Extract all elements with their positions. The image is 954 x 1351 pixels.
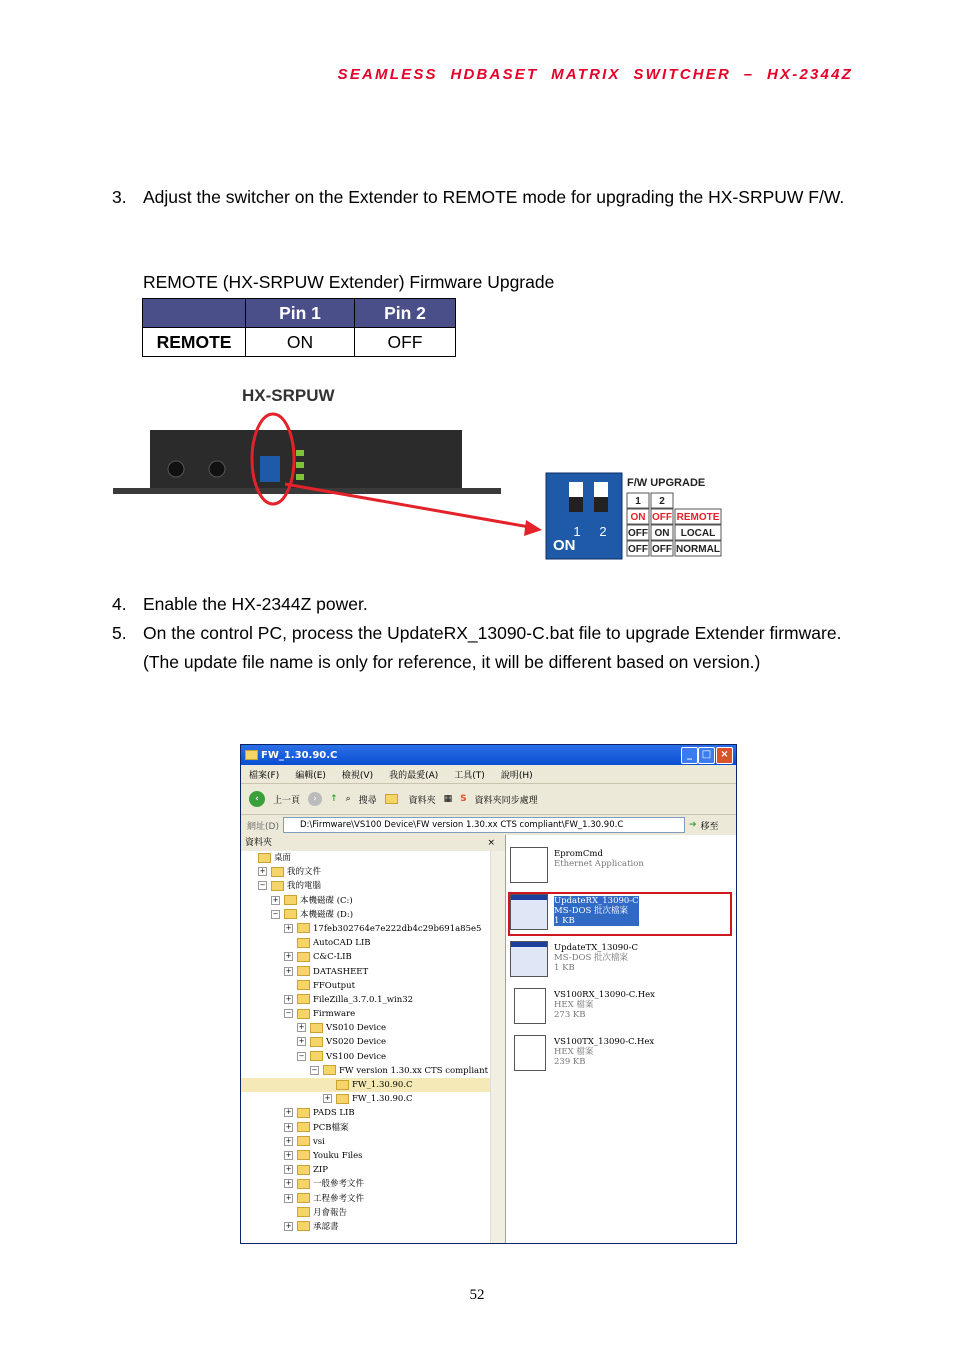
- tree-item-label: VS020 Device: [326, 1037, 387, 1048]
- folder-icon: [336, 1094, 349, 1104]
- file-size: 273 KB: [554, 1010, 586, 1020]
- tree-item[interactable]: [241, 1021, 505, 1035]
- expand-toggle-icon[interactable]: +: [285, 952, 292, 961]
- device-figure: [110, 380, 730, 565]
- batch-file-icon: [510, 894, 548, 930]
- table-header-pin2: Pin 2: [355, 299, 456, 328]
- tree-item[interactable]: [241, 1163, 505, 1177]
- spacer: [284, 981, 293, 990]
- hex-file-icon: [514, 988, 546, 1024]
- fw-cell: OFF: [652, 512, 672, 523]
- expand-toggle-icon[interactable]: +: [285, 1136, 292, 1145]
- file-size: 1 KB: [554, 963, 575, 973]
- application-icon: [510, 847, 548, 883]
- tree-item-label: FW version 1.30.xx CTS compliant: [339, 1065, 488, 1076]
- tree-item[interactable]: [241, 1135, 505, 1149]
- tree-item-label: FW_1.30.90.C: [352, 1094, 413, 1105]
- tree-item[interactable]: [241, 1192, 505, 1206]
- table-header-blank: [143, 299, 246, 328]
- hex-file-icon: [514, 1035, 546, 1071]
- tree-scrollbar[interactable]: [490, 851, 505, 1243]
- folder-icon: [271, 867, 284, 877]
- explorer-window: [240, 744, 737, 1244]
- tree-item-label: FFOutput: [313, 980, 355, 991]
- step-number: 4.: [112, 594, 127, 614]
- menu-favorites[interactable]: 我的最愛(A): [389, 770, 439, 781]
- back-icon[interactable]: ‹: [249, 791, 265, 807]
- tree-item[interactable]: [241, 865, 505, 879]
- fw-upgrade-grid: [627, 493, 721, 556]
- tree-item[interactable]: [241, 950, 505, 964]
- tree-item-label: 17feb302764e7e222db4c29b691a85e5: [313, 923, 482, 934]
- sync-icon[interactable]: S: [460, 794, 467, 804]
- folder-icon: [297, 966, 310, 976]
- tree-item-label: C&C-LIB: [313, 952, 352, 963]
- fw-cell: LOCAL: [680, 528, 716, 539]
- folder-icon: [297, 1122, 310, 1132]
- folder-icon: [284, 895, 297, 905]
- folders-button-label[interactable]: 資料夾: [408, 795, 436, 806]
- step-text: Enable the HX-2344Z power.: [143, 594, 368, 614]
- folder-icon: [284, 909, 297, 919]
- search-button-label[interactable]: 搜尋: [358, 795, 377, 806]
- folder-tree-header: [241, 835, 505, 851]
- fw-cell: OFF: [652, 544, 672, 555]
- tree-item[interactable]: [241, 1050, 505, 1064]
- file-details: [554, 990, 655, 1020]
- tree-item[interactable]: [241, 894, 505, 908]
- file-size: 239 KB: [554, 1057, 586, 1067]
- tree-item-label: DATASHEET: [313, 966, 369, 977]
- file-type: HEX 檔案: [554, 1000, 594, 1010]
- tree-item[interactable]: [241, 879, 505, 893]
- tree-item-label: ZIP: [313, 1165, 328, 1176]
- folders-icon[interactable]: [385, 794, 398, 804]
- table-row-label: REMOTE: [143, 328, 246, 357]
- tree-item-label: VS010 Device: [326, 1023, 387, 1034]
- minimize-icon[interactable]: _: [681, 747, 698, 764]
- tree-item-label: 本機磁碟 (D:): [300, 909, 354, 920]
- window-title: FW_1.30.90.C: [261, 749, 338, 761]
- dip-switch-small: [260, 456, 280, 482]
- file-item[interactable]: [510, 988, 730, 1028]
- fw-cell: OFF: [628, 544, 648, 555]
- folder-icon: [297, 1009, 310, 1019]
- port-2: [209, 461, 225, 477]
- expand-toggle-icon[interactable]: +: [285, 966, 292, 975]
- fw-col-header: 2: [659, 496, 665, 507]
- led-2: [296, 462, 304, 468]
- folder-tree-list: [241, 851, 505, 1234]
- folder-icon: [297, 1221, 310, 1231]
- file-name: UpdateTX_13090-C: [554, 943, 638, 953]
- folder-tree-title: 資料夾: [245, 838, 273, 848]
- folder-icon: [297, 1136, 310, 1146]
- tree-item[interactable]: [241, 851, 505, 865]
- tree-item-label: 桌面: [274, 853, 292, 863]
- tree-item[interactable]: [241, 1064, 505, 1078]
- tree-item[interactable]: [241, 979, 505, 993]
- table-caption: REMOTE (HX-SRPUW Extender) Firmware Upgrade: [143, 272, 555, 292]
- step-text: On the control PC, process the UpdateRX_13090-C.bat file to upgrade Extender firmware. (The update file name is only for reference, it will be different based on version.): [143, 623, 842, 672]
- folder-icon: [297, 952, 310, 962]
- tree-item[interactable]: [241, 1121, 505, 1135]
- expand-toggle-icon[interactable]: +: [285, 1221, 292, 1230]
- fw-cell: ON: [654, 528, 670, 539]
- go-button-label[interactable]: 移至: [700, 821, 719, 832]
- expand-toggle-icon[interactable]: +: [259, 867, 266, 876]
- expand-toggle-icon[interactable]: +: [298, 1037, 305, 1046]
- menu-bar: [241, 765, 736, 784]
- views-icon[interactable]: ▦: [443, 794, 453, 804]
- dip-setting-table: [142, 298, 456, 357]
- expand-toggle-icon[interactable]: +: [285, 1150, 292, 1159]
- file-name: VS100TX_13090-C.Hex: [554, 1037, 655, 1047]
- tree-item-label: PADS LIB: [313, 1108, 355, 1119]
- menu-help[interactable]: 說明(H): [500, 770, 533, 781]
- sync-button-label[interactable]: 資料夾同步處理: [474, 795, 538, 806]
- device-body: [150, 430, 462, 492]
- up-folder-icon[interactable]: ↑: [330, 794, 338, 804]
- expand-toggle-icon[interactable]: −: [259, 881, 266, 890]
- fw-cell: OFF: [628, 528, 648, 539]
- folder-tree: [241, 835, 506, 1243]
- dip-number-2: 2: [599, 524, 607, 539]
- tree-item-label: FW_1.30.90.C: [352, 1080, 413, 1090]
- fw-cell: ON: [630, 512, 646, 523]
- close-icon[interactable]: ×: [716, 747, 733, 764]
- led-1: [296, 450, 304, 456]
- file-item[interactable]: [510, 941, 730, 981]
- folder-icon: [310, 1037, 323, 1047]
- tree-item-label: 我的文件: [287, 867, 322, 878]
- file-name: UpdateRX_13090-C: [554, 896, 639, 906]
- address-input[interactable]: D:\Firmware\VS100 Device\FW version 1.30.xx CTS compliant\FW_1.30.90.C: [283, 817, 685, 833]
- table-header-pin1: Pin 1: [246, 299, 355, 328]
- expand-toggle-icon[interactable]: +: [285, 1122, 292, 1131]
- tree-item-label: 月會報告: [313, 1207, 348, 1218]
- expand-toggle-icon[interactable]: +: [272, 895, 279, 904]
- table-cell-pin1: ON: [246, 328, 355, 357]
- device-label: HX-SRPUW: [242, 386, 335, 405]
- tree-item[interactable]: [241, 1106, 505, 1120]
- folder-icon: [310, 1051, 323, 1061]
- fw-cell: NORMAL: [676, 544, 720, 555]
- file-type: MS-DOS 批次檔案: [554, 906, 629, 916]
- expand-toggle-icon[interactable]: −: [272, 909, 279, 918]
- step-number: 5.: [112, 623, 127, 643]
- tree-item-label: Firmware: [313, 1009, 356, 1020]
- tree-item-label: 本機磁碟 (C:): [300, 895, 353, 906]
- folder-icon: [297, 994, 310, 1004]
- file-item[interactable]: [510, 847, 730, 887]
- table-cell-pin2: OFF: [355, 328, 456, 357]
- file-details: [554, 943, 638, 973]
- folder-icon: [297, 1150, 310, 1160]
- expand-toggle-icon[interactable]: +: [285, 994, 292, 1003]
- tree-item[interactable]: [241, 1035, 505, 1049]
- file-name: EpromCmd: [554, 849, 603, 859]
- dip-knob-2: [594, 497, 608, 512]
- page-number: 52: [469, 1287, 485, 1303]
- expand-toggle-icon[interactable]: +: [285, 1179, 292, 1188]
- tree-item[interactable]: [241, 1177, 505, 1191]
- expand-toggle-icon[interactable]: −: [298, 1051, 305, 1060]
- spacer: [284, 1208, 293, 1217]
- menu-file[interactable]: 檔案(F): [249, 770, 280, 781]
- tree-item[interactable]: [241, 908, 505, 922]
- folder-icon: [297, 1108, 310, 1118]
- tree-item[interactable]: [241, 922, 505, 936]
- tree-item[interactable]: [241, 965, 505, 979]
- tree-item-label: PCB檔案: [313, 1122, 349, 1133]
- batch-file-icon: [510, 941, 548, 977]
- expand-toggle-icon[interactable]: −: [311, 1065, 318, 1074]
- search-icon[interactable]: ⌕: [345, 794, 351, 804]
- tree-item-label: vsi: [313, 1136, 325, 1147]
- file-details: [554, 1037, 654, 1067]
- file-item[interactable]: [510, 894, 730, 934]
- expand-toggle-icon[interactable]: −: [285, 1009, 292, 1018]
- folder-icon: [297, 1165, 310, 1175]
- tree-item-label: FileZilla_3.7.0.1_win32: [313, 994, 414, 1005]
- file-type: HEX 檔案: [554, 1047, 594, 1057]
- arrow-head: [524, 520, 542, 536]
- port-1: [168, 461, 184, 477]
- file-type: MS-DOS 批次檔案: [554, 953, 629, 963]
- dip-on-label: ON: [553, 537, 576, 554]
- spacer: [284, 938, 293, 947]
- file-name: VS100RX_13090-C.Hex: [554, 990, 655, 1000]
- tree-item-label: 我的電腦: [287, 881, 322, 892]
- tree-item-label: 承認書: [313, 1221, 339, 1232]
- expand-toggle-icon[interactable]: +: [324, 1094, 331, 1103]
- folder-icon: [310, 1023, 323, 1033]
- folder-icon: [245, 750, 258, 760]
- fw-cell: REMOTE: [676, 512, 720, 523]
- led-3: [296, 474, 304, 480]
- back-button-label[interactable]: 上一頁: [273, 795, 301, 806]
- folder-icon: [297, 938, 310, 948]
- toolbar: [241, 784, 736, 815]
- menu-edit[interactable]: 編輯(E): [295, 770, 326, 781]
- spacer: [245, 853, 254, 862]
- folder-icon: [297, 923, 310, 933]
- folder-icon: [271, 881, 284, 891]
- tree-item-label: VS100 Device: [326, 1051, 387, 1062]
- file-details: [554, 896, 639, 926]
- folder-icon: [258, 853, 271, 863]
- tree-item[interactable]: [241, 936, 505, 950]
- folder-icon: [297, 1179, 310, 1189]
- tree-item[interactable]: [241, 993, 505, 1007]
- maximize-icon[interactable]: □: [698, 747, 715, 764]
- tree-item[interactable]: [241, 1149, 505, 1163]
- step-number: 3.: [112, 187, 127, 207]
- file-details: [554, 849, 644, 869]
- fw-col-header: 1: [635, 496, 641, 507]
- dip-number-1: 1: [573, 524, 581, 539]
- tree-item-label: Youku Files: [313, 1150, 363, 1161]
- tree-item[interactable]: [241, 1220, 505, 1234]
- tree-item[interactable]: [241, 1092, 505, 1106]
- file-item[interactable]: [510, 1035, 730, 1075]
- expand-toggle-icon[interactable]: +: [298, 1023, 305, 1032]
- expand-toggle-icon[interactable]: +: [285, 1165, 292, 1174]
- folder-icon: [336, 1080, 349, 1090]
- tree-item-label: AutoCAD LIB: [313, 938, 371, 949]
- address-bar: [241, 815, 736, 836]
- menu-view[interactable]: 檢視(V): [341, 770, 374, 781]
- tree-item-label: 一般參考文件: [313, 1179, 365, 1190]
- running-header: SEAMLESS HDBASET MATRIX SWITCHER – HX-2344Z: [337, 66, 853, 83]
- menu-tools[interactable]: 工具(T): [454, 770, 485, 781]
- folder-icon: [297, 1207, 310, 1217]
- expand-toggle-icon[interactable]: +: [285, 1193, 292, 1202]
- step-text: Adjust the switcher on the Extender to REMOTE mode for upgrading the HX-SRPUW F/W.: [143, 187, 845, 207]
- dip-knob-1: [569, 497, 583, 512]
- expand-toggle-icon[interactable]: +: [285, 1108, 292, 1117]
- spacer: [323, 1080, 332, 1089]
- folder-icon: [297, 1193, 310, 1203]
- go-icon[interactable]: ➔: [688, 820, 697, 830]
- folder-icon: [297, 980, 310, 990]
- folder-icon: [323, 1065, 336, 1075]
- tree-item[interactable]: [241, 1206, 505, 1220]
- file-type: Ethernet Application: [554, 859, 644, 869]
- close-pane-icon[interactable]: ×: [487, 838, 495, 848]
- fw-upgrade-title: F/W UPGRADE: [627, 477, 706, 489]
- tree-item[interactable]: [241, 1078, 505, 1092]
- tree-item-label: 工程參考文件: [313, 1193, 365, 1204]
- expand-toggle-icon[interactable]: +: [285, 923, 292, 932]
- file-size: 1 KB: [554, 916, 575, 926]
- file-list: [506, 835, 736, 1243]
- forward-icon[interactable]: ›: [308, 792, 322, 806]
- title-bar: [241, 745, 736, 765]
- tree-item[interactable]: [241, 1007, 505, 1021]
- address-label: 網址(D): [247, 821, 279, 832]
- explorer-panes: [241, 835, 736, 1243]
